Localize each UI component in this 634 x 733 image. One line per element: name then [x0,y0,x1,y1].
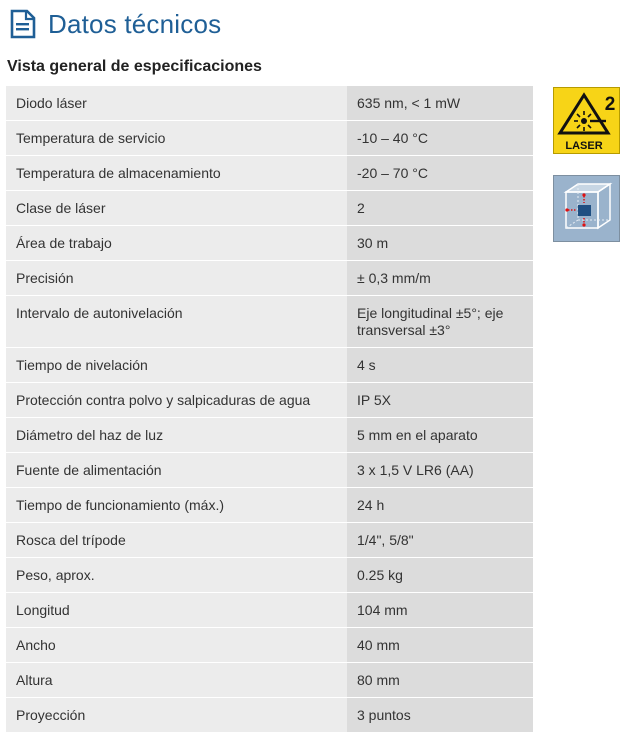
spec-row [6,296,533,348]
spec-value: 2 [347,191,533,226]
spec-value: 1/4", 5/8" [347,523,533,558]
spec-label: Diámetro del haz de luz [6,418,347,453]
spec-value: 3 puntos [347,698,533,733]
spec-label: Diodo láser [6,86,347,121]
laser-class-badge [553,87,620,154]
self-leveling-badge [553,175,620,242]
laser-label: LASER [565,140,603,152]
spec-label: Rosca del trípode [6,523,347,558]
spec-label: Temperatura de servicio [6,121,347,156]
spec-value: 24 h [347,488,533,523]
spec-row [6,453,533,488]
spec-row [6,663,533,698]
spec-row [6,698,533,733]
laser-warning-icon [554,88,619,153]
spec-row [6,226,533,261]
spec-label: Temperatura de almacenamiento [6,156,347,191]
spec-value: 5 mm en el aparato [347,418,533,453]
spec-value: 80 mm [347,663,533,698]
spec-row [6,558,533,593]
spec-row [6,628,533,663]
spec-value: 635 nm, < 1 mW [347,86,533,121]
spec-value: IP 5X [347,383,533,418]
spec-row [6,121,533,156]
spec-row [6,523,533,558]
spec-value: 0.25 kg [347,558,533,593]
section-title: Vista general de especificaciones [7,58,262,75]
spec-row [6,261,533,296]
spec-label: Tiempo de funcionamiento (máx.) [6,488,347,523]
spec-row [6,488,533,523]
spec-label: Longitud [6,593,347,628]
spec-label: Proyección [6,698,347,733]
spec-label: Altura [6,663,347,698]
spec-value: 30 m [347,226,533,261]
page-title: Datos técnicos [48,8,222,39]
spec-label: Tiempo de nivelación [6,348,347,383]
self-leveling-cube-icon [554,176,619,241]
specs-table [6,86,533,733]
page-header [10,6,221,42]
spec-value: 40 mm [347,628,533,663]
spec-value: 4 s [347,348,533,383]
spec-value: 3 x 1,5 V LR6 (AA) [347,453,533,488]
spec-label: Ancho [6,628,347,663]
spec-label: Fuente de alimentación [6,453,347,488]
spec-label: Intervalo de autonivelación [6,296,347,348]
spec-value: ± 0,3 mm/m [347,261,533,296]
spec-label: Protección contra polvo y salpicaduras de agua [6,383,347,418]
spec-value: Eje longitudinal ±5°; eje transversal ±3° [347,296,533,348]
spec-label: Peso, aprox. [6,558,347,593]
spec-row [6,593,533,628]
document-icon [10,9,36,39]
spec-row [6,156,533,191]
spec-row [6,191,533,226]
spec-label: Precisión [6,261,347,296]
spec-value: -10 – 40 °C [347,121,533,156]
spec-row [6,383,533,418]
spec-row [6,418,533,453]
laser-class-number: 2 [604,94,616,115]
spec-row [6,348,533,383]
spec-label: Área de trabajo [6,226,347,261]
spec-value: -20 – 70 °C [347,156,533,191]
spec-label: Clase de láser [6,191,347,226]
spec-value: 104 mm [347,593,533,628]
spec-row [6,86,533,121]
